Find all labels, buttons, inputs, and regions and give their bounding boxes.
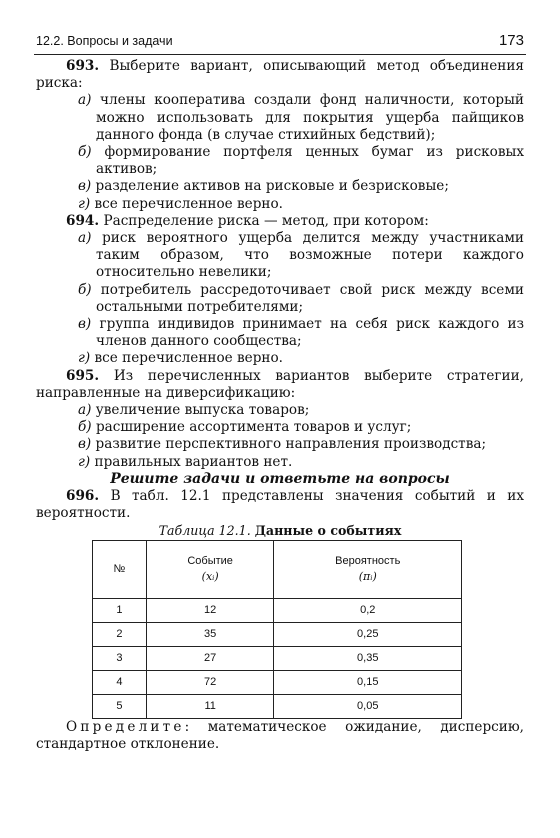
answer-option	[36, 454, 524, 471]
answer-text: группа индивидов принимает на себя риск каждого из членов данного сообщества;	[96, 316, 524, 350]
table-row	[93, 694, 462, 718]
events-table	[92, 540, 462, 719]
answer-letter: в)	[78, 436, 92, 453]
page-number: 173	[498, 32, 524, 49]
table-row	[93, 598, 462, 622]
answer-text: правильных вариантов нет.	[94, 453, 293, 470]
cell-event: 11	[146, 694, 274, 718]
question-number: 693.	[66, 58, 100, 74]
conclusion-paragraph	[36, 719, 524, 753]
cell-event: 35	[146, 622, 274, 646]
conclusion-text: : математическое ожидание, дисперсию, стандартное отклонение.	[36, 718, 524, 752]
answer-option	[36, 419, 524, 436]
answer-letter: а)	[78, 92, 92, 109]
answer-letter: г)	[78, 195, 91, 212]
answer-text: увеличение выпуска товаров;	[95, 402, 310, 419]
table-row	[93, 670, 462, 694]
answer-letter: а)	[78, 230, 92, 247]
answer-letter: б)	[78, 281, 92, 298]
question-number: 694.	[66, 212, 100, 229]
answer-option	[36, 436, 524, 453]
answer-letter: г)	[78, 350, 91, 367]
header-number: №	[93, 540, 147, 598]
question-number: 695.	[66, 367, 100, 384]
table-row	[93, 646, 462, 670]
answer-letter: г)	[78, 453, 91, 470]
cell-number: 1	[93, 598, 147, 622]
page-content	[36, 58, 524, 753]
answer-letter: в)	[78, 316, 92, 333]
cell-number: 2	[93, 622, 147, 646]
question-text: Выберите вариант, описывающий метод объединения риска:	[36, 58, 524, 92]
cell-number: 5	[93, 694, 147, 718]
answer-letter: а)	[78, 402, 92, 419]
cell-probability: 0,25	[274, 622, 462, 646]
answer-letter: в)	[78, 178, 92, 195]
answer-option	[36, 350, 524, 367]
header-probability-label: Вероятность	[335, 554, 401, 567]
answer-option	[36, 178, 524, 195]
answer-text: формирование портфеля ценных бумаг из рисковых активов;	[96, 144, 524, 178]
header-event-symbol: (xᵢ)	[201, 569, 219, 583]
answer-option	[36, 92, 524, 144]
answer-option	[36, 282, 524, 316]
question-694	[36, 213, 524, 230]
answer-letter: б)	[78, 144, 92, 161]
cell-event: 27	[146, 646, 274, 670]
cell-probability: 0,35	[274, 646, 462, 670]
answer-option	[36, 316, 524, 350]
question-693	[36, 58, 524, 92]
answer-text: риск вероятного ущерба делится между участниками таким образом, что возможные потери каждого относительно невелики;	[96, 230, 524, 281]
cell-probability: 0,05	[274, 694, 462, 718]
answer-text: члены кооператива создали фонд наличности, который можно использовать для покрытия ущерба пайщиков данного фонда (в случае стихийных бедствий);	[96, 92, 524, 143]
task-text: В табл. 12.1 представлены значения событий и их вероятности.	[36, 488, 524, 522]
table-caption-title: Данные о событиях	[254, 523, 402, 539]
answer-option	[36, 230, 524, 282]
answer-option	[36, 402, 524, 419]
answer-text: развитие перспективного направления производства;	[95, 436, 487, 453]
task-number: 696.	[66, 488, 100, 505]
cell-number: 4	[93, 670, 147, 694]
cell-event: 12	[146, 598, 274, 622]
answer-letter: б)	[78, 419, 92, 436]
header-event	[146, 540, 274, 598]
answer-text: разделение активов на рисковые и безрисковые;	[95, 178, 449, 195]
conclusion-lead: Определите	[66, 718, 185, 735]
answer-text: расширение ассортимента товаров и услуг;	[95, 419, 412, 436]
cell-event: 72	[146, 670, 274, 694]
question-text: Распределение риска — метод, при котором:	[103, 212, 429, 229]
question-695	[36, 368, 524, 402]
cell-probability: 0,15	[274, 670, 462, 694]
section-heading: Решите задачи и ответьте на вопросы	[110, 470, 450, 487]
cell-probability: 0,2	[274, 598, 462, 622]
answer-text: потребитель рассредоточивает свой риск между всеми остальными потребителями;	[96, 281, 524, 315]
header-probability	[274, 540, 462, 598]
table-caption-label: Таблица 12.1.	[158, 523, 251, 539]
question-text: Из перечисленных вариантов выберите стратегии, направленные на диверсификацию:	[36, 367, 524, 401]
answer-text: все перечисленное верно.	[94, 195, 283, 212]
answer-option	[36, 196, 524, 213]
task-696	[36, 488, 524, 522]
section-title: 12.2. Вопросы и задачи	[36, 34, 173, 48]
header-probability-symbol: (πᵢ)	[358, 569, 377, 583]
table-header-row	[93, 540, 462, 598]
header-event-label: Событие	[187, 554, 233, 567]
running-header	[34, 30, 526, 55]
answer-option	[36, 144, 524, 178]
table-row	[93, 622, 462, 646]
cell-number: 3	[93, 646, 147, 670]
table-caption	[36, 522, 524, 539]
answer-text: все перечисленное верно.	[94, 350, 283, 367]
